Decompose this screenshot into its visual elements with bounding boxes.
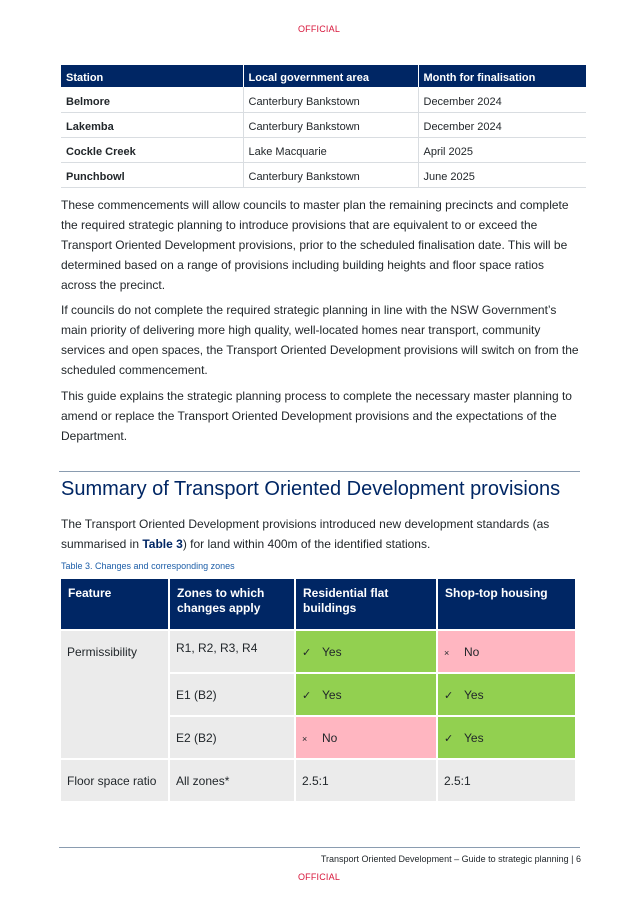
- lga-cell: Canterbury Bankstown: [243, 162, 418, 187]
- check-icon: ✓: [444, 689, 454, 702]
- page-footer: Transport Oriented Development – Guide to strategic planning | 6: [320, 854, 581, 864]
- table-caption: Table 3. Changes and corresponding zones: [61, 561, 235, 571]
- footer-divider: [59, 847, 580, 848]
- station-cell: Punchbowl: [61, 162, 243, 187]
- month-cell: June 2025: [418, 162, 586, 187]
- month-cell: December 2024: [418, 87, 586, 112]
- column-header-shoptop: Shop-top housing: [438, 579, 575, 629]
- section-heading: Summary of Transport Oriented Development provisions: [61, 478, 561, 500]
- shoptop-cell: [438, 631, 575, 672]
- cross-icon: ×: [444, 647, 450, 658]
- shoptop-cell: [438, 717, 575, 758]
- table-row: [61, 760, 575, 801]
- classification-top: OFFICIAL: [297, 24, 341, 34]
- feature-cell: Floor space ratio: [61, 760, 168, 801]
- table-header-row: [61, 65, 586, 87]
- rfb-cell: 2.5:1: [296, 760, 436, 801]
- column-header-month: Month for finalisation: [418, 65, 586, 87]
- rfb-cell: [296, 674, 436, 715]
- station-cell: Lakemba: [61, 112, 243, 137]
- intro-text-end: ) for land within 400m of the identified stations.: [182, 537, 431, 551]
- rfb-value: Yes: [322, 687, 342, 702]
- section-intro: [61, 514, 581, 554]
- lga-cell: Lake Macquarie: [243, 137, 418, 162]
- column-header-feature: Feature: [61, 579, 168, 629]
- lga-cell: Canterbury Bankstown: [243, 112, 418, 137]
- station-cell: Cockle Creek: [61, 137, 243, 162]
- body-paragraph: This guide explains the strategic planning process to complete the necessary master planning to amend or replace the Transport Oriented Development provisions and the expectations of the Department.: [61, 389, 572, 443]
- rfb-cell: [296, 631, 436, 672]
- rfb-value: No: [322, 730, 338, 745]
- column-header-station: Station: [61, 65, 243, 87]
- column-header-rfb: Residential flat buildings: [296, 579, 436, 629]
- shoptop-value: Yes: [464, 687, 484, 702]
- check-icon: ✓: [302, 646, 312, 659]
- shoptop-value: Yes: [464, 730, 484, 745]
- shoptop-cell: [438, 674, 575, 715]
- rfb-cell: [296, 717, 436, 758]
- zone-cell: All zones*: [170, 760, 294, 801]
- zones-table: [59, 577, 577, 803]
- body-paragraph: If councils do not complete the required strategic planning in line with the NSW Government’s main priority of delivering more high quality, well-located homes near transport, community services and open spaces, the Transport Oriented Development provisions will switch on from the scheduled commencement.: [61, 303, 579, 377]
- shoptop-value: No: [464, 644, 480, 659]
- month-cell: April 2025: [418, 137, 586, 162]
- zone-cell: R1, R2, R3, R4: [170, 631, 294, 672]
- station-cell: Belmore: [61, 87, 243, 112]
- rfb-value: Yes: [322, 644, 342, 659]
- table-reference-link[interactable]: Table 3: [142, 537, 183, 551]
- table-row: [61, 112, 586, 137]
- zone-cell: E1 (B2): [170, 674, 294, 715]
- column-header-zones: Zones to which changes apply: [170, 579, 294, 629]
- column-header-lga: Local government area: [243, 65, 418, 87]
- table-row: [61, 162, 586, 187]
- classification-bottom: OFFICIAL: [297, 872, 341, 882]
- section-divider: [59, 471, 580, 472]
- cross-icon: ×: [302, 733, 308, 744]
- shoptop-cell: 2.5:1: [438, 760, 575, 801]
- table-row: [61, 631, 575, 672]
- table-header-row: [61, 579, 575, 629]
- month-cell: December 2024: [418, 112, 586, 137]
- table-row: [61, 87, 586, 112]
- feature-cell: Permissibility: [61, 631, 168, 758]
- station-table: [61, 65, 586, 188]
- body-paragraph: These commencements will allow councils to master plan the remaining precincts and complete the required strategic planning to introduce provisions that are equivalent to or exceed the Transport Oriented Development provisions, prior to the scheduled finalisation date. This will be determined based on a range of provisions including building heights and floor space ratios across the precinct.: [61, 198, 569, 292]
- lga-cell: Canterbury Bankstown: [243, 87, 418, 112]
- table-row: [61, 137, 586, 162]
- zone-cell: E2 (B2): [170, 717, 294, 758]
- check-icon: ✓: [302, 689, 312, 702]
- intro-text-start: The Transport Oriented Development provisions introduced new development standards (as summarised in: [61, 517, 550, 551]
- check-icon: ✓: [444, 732, 454, 745]
